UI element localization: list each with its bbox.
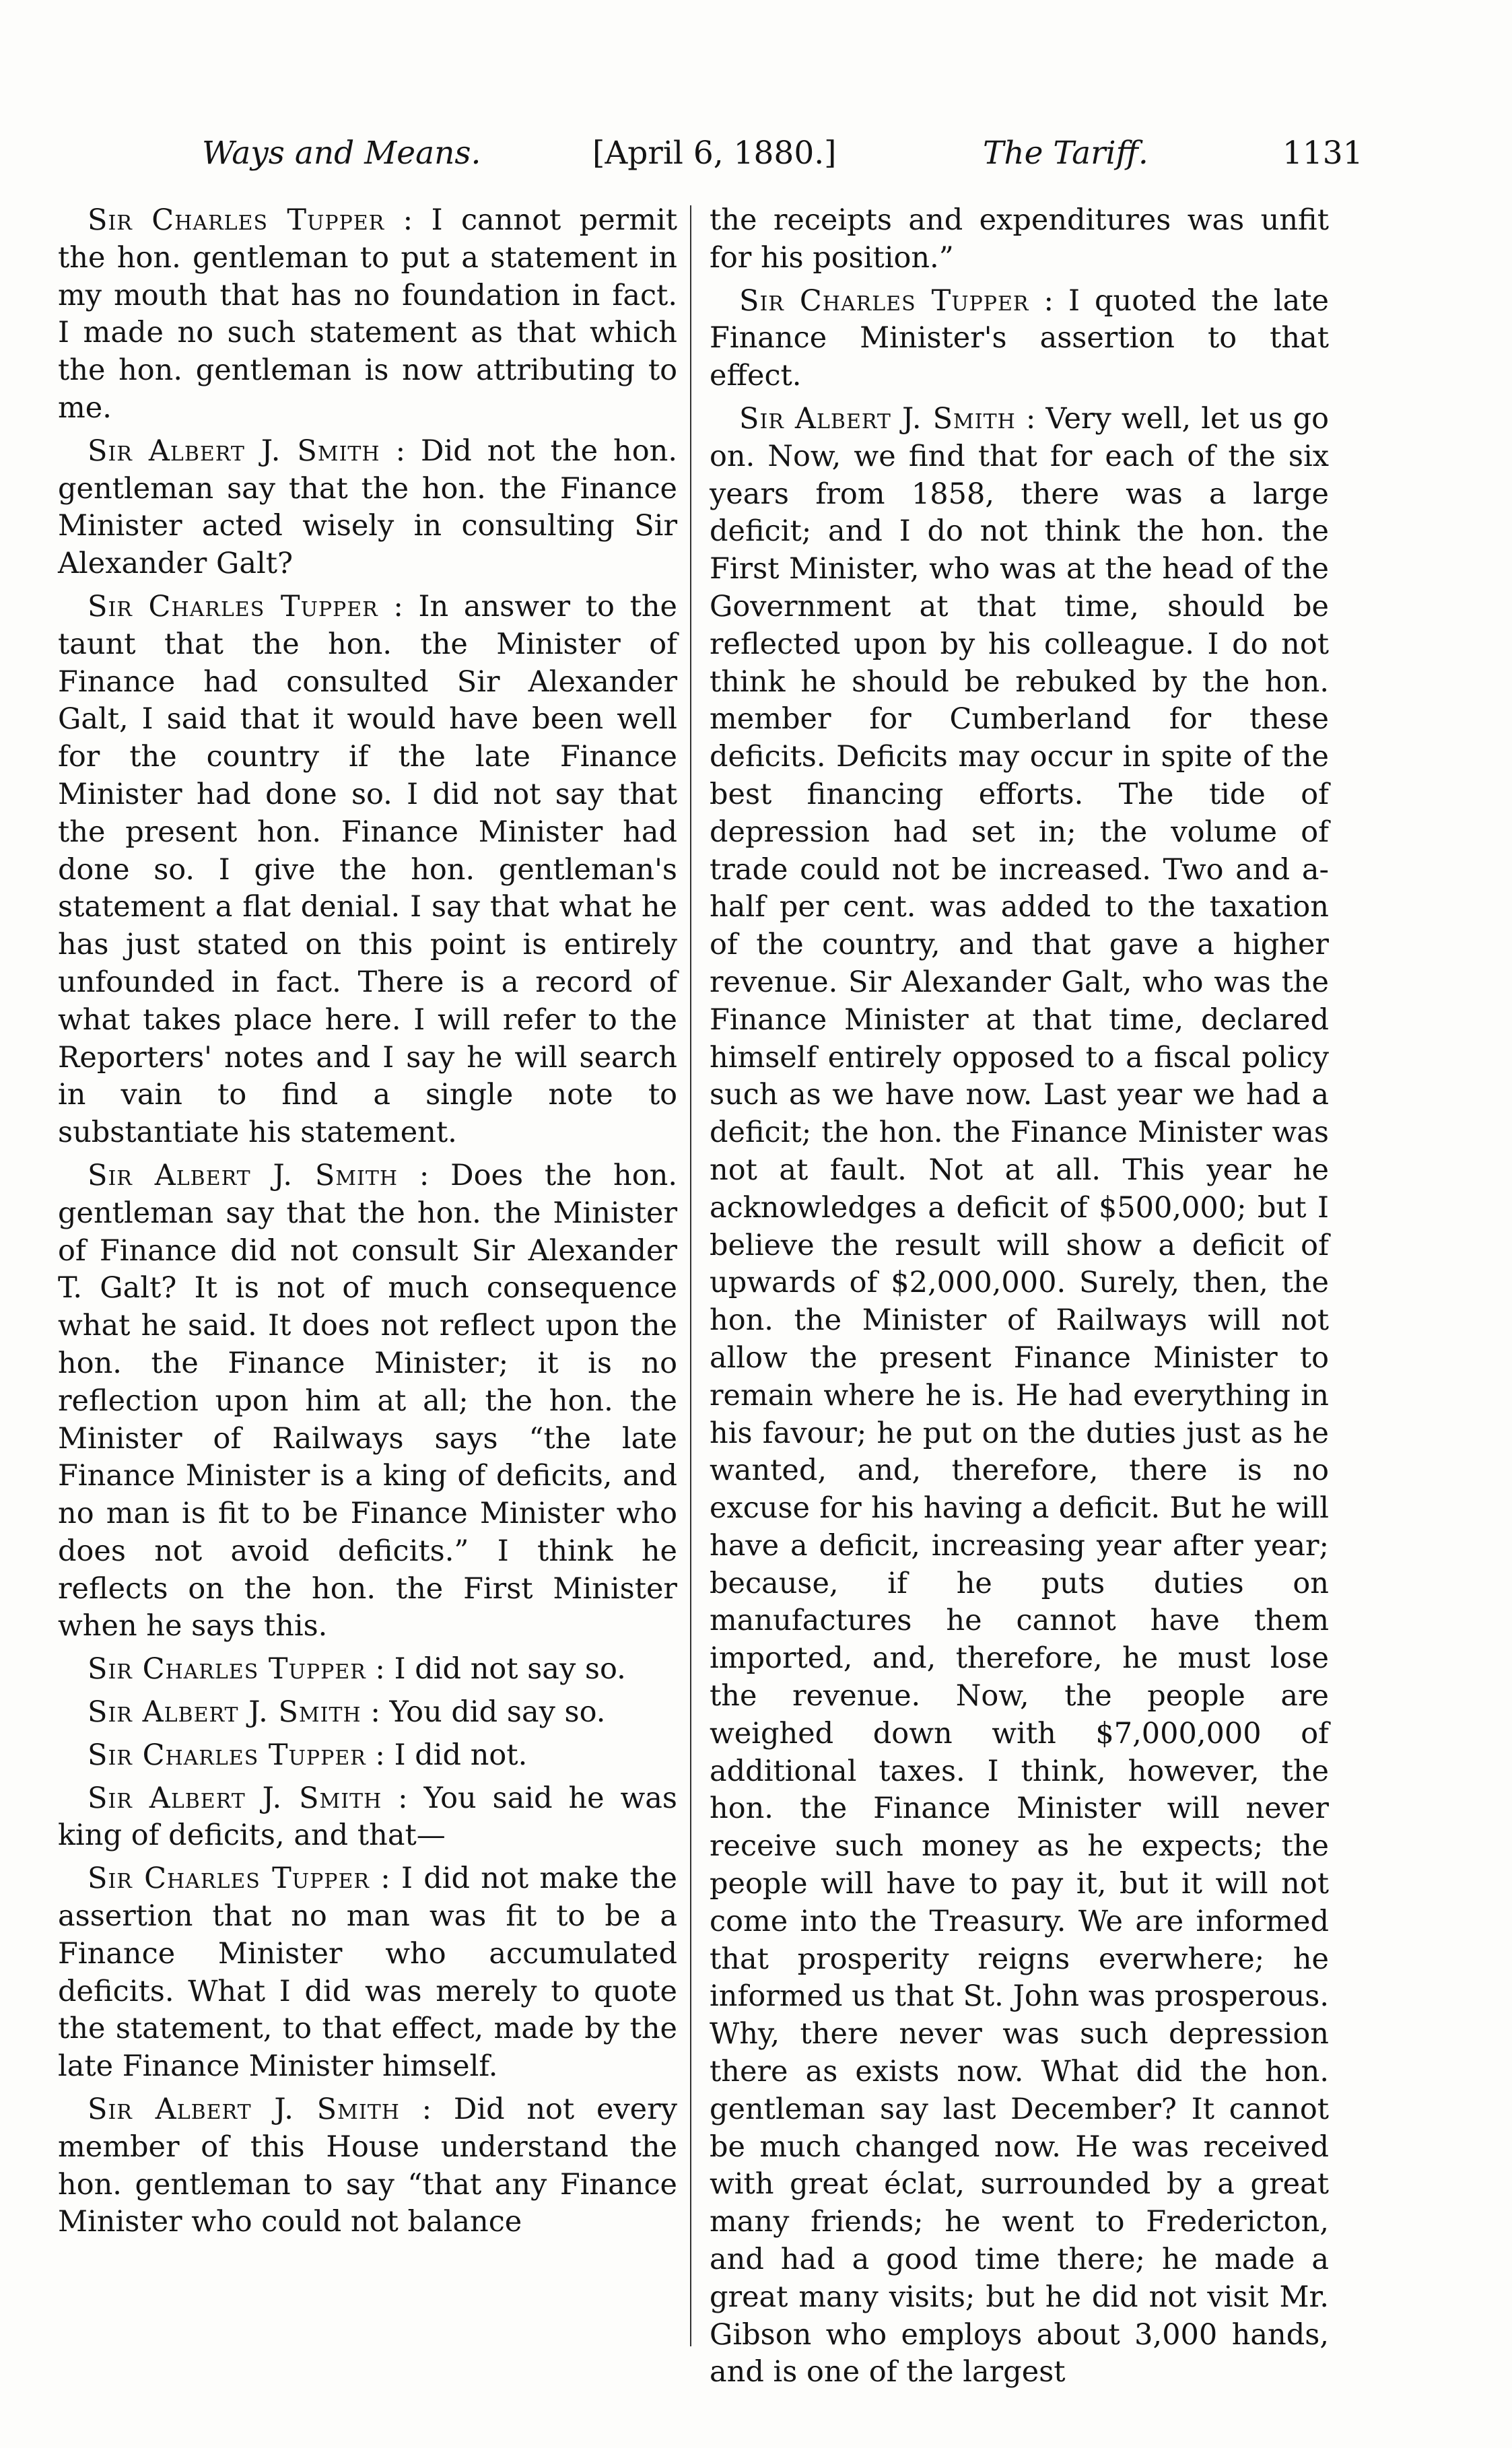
speaker-name: Sir Charles Tupper (88, 1738, 366, 1772)
speech-text: : I did not say so. (375, 1652, 626, 1687)
page-number: 1131 (1282, 135, 1363, 172)
speaker-name: Sir Albert J. Smith (88, 434, 380, 468)
speech-paragraph (58, 1860, 677, 2086)
speaker-name: Sir Albert J. Smith (88, 1695, 362, 1730)
speaker-name: Sir Albert J. Smith (739, 401, 1016, 436)
speech-text: : Did not every member of this House understand the hon. gentleman to say “that any Finance Minister who could not balance (58, 2093, 677, 2239)
speech-text: : I cannot permit the hon. gentleman to put a statement in my mouth that has no foundation in fact. I made no such statement as that which the hon. gentleman is now attributing to me. (58, 203, 678, 425)
speech-paragraph (58, 433, 677, 583)
speech-paragraph (58, 1157, 677, 1645)
speech-paragraph (58, 1651, 677, 1689)
speech-text: : I did not make the assertion that no man was fit to be a Finance Minister who accumulated deficits. What I did was merely to quote the statement, to that effect, made by the late Finance Minister himself. (58, 1862, 677, 2084)
column-divider (690, 205, 691, 2346)
speech-text: : Very well, let us go on. Now, we find that for each of the six years from 1858, there was a large deficit; and I do not think the hon. the First Minister, who was at the head of the Government at that time, should be reflected upon by his colleague. I do not think he should be rebuked by the hon. member for Cumberland for these deficits. Deficits may occur in spite of the best financing efforts. The tide of depression had set in; the volume of trade could not be increased. Two and a-half per cent. was added to the taxation of the country, and that gave a higher revenue. Sir Alexander Galt, who was the Finance Minister at that time, declared himself entirely opposed to a fiscal policy such as we have now. Last year we had a deficit; the hon. the Finance Minister was not at fault. Not at all. This year he acknowledges a deficit of $500,000; but I believe the result will show a deficit of upwards of $2,000,000. Surely, then, the hon. the Minister of Railways will not allow the present Finance Minister to remain where he is. He had everything in his favour; he put on the duties just as he wanted, and, therefore, there is no excuse for his having a deficit. But he will have a deficit, increasing year after year; because, if he puts duties on manufactures he cannot have them imported, and, therefore, he must lose the revenue. Now, the people are weighed down with $7,000,000 of additional taxes. I think, however, the hon. the Finance Minister will never receive such money as he expects; the people will have to pay it, but it will not come into the Treasury. We are informed that prosperity reigns everwhere; he informed us that St. John was prosperous. Why, there never was such depression there as exists now. What did the hon. gentleman say last December? It cannot be much changed now. He was received with great éclat, surrounded by a great many friends; he went to Fredericton, and had a good time there; he made a great many visits; but he did not visit Mr. Gibson who employs about 3,000 hands, and is one of the largest (710, 401, 1329, 2389)
speech-paragraph (710, 202, 1329, 277)
speech-paragraph (58, 1737, 677, 1775)
header-date: [April 6, 1880.] (592, 135, 837, 172)
page-header (0, 135, 1512, 182)
speech-paragraph (710, 283, 1329, 395)
left-column (58, 202, 677, 2241)
speech-text: : You did say so. (370, 1695, 606, 1730)
speech-text: : In answer to the taunt that the hon. the Minister of Finance had consulted Sir Alexander Galt, I said that it would have been well for the country if the late Finance Minister had done so. I did not say that the present hon. Finance Minister had done so. I give the hon. gentleman's statement a flat denial. I say that what he has just stated on this point is entirely unfounded in fact. There is a record of what takes place here. I will refer to the Reporters' notes and I say he will search in vain to find a single note to substantiate his statement. (58, 589, 678, 1150)
speaker-name: Sir Albert J. Smith (88, 2093, 400, 2127)
speech-paragraph (58, 202, 677, 428)
speaker-name: Sir Charles Tupper (88, 203, 385, 237)
speaker-name: Sir Charles Tupper (88, 589, 378, 623)
speech-paragraph (710, 401, 1329, 2391)
right-column (710, 202, 1329, 2391)
speaker-name: Sir Charles Tupper (88, 1652, 366, 1687)
header-section-title: Ways and Means. (202, 135, 481, 172)
speech-text: : Does the hon. gentleman say that the hon. the Minister of Finance did not consult Sir Alexander T. Galt? It is not of much consequence what he said. It does not reflect upon the hon. the Finance Minister; it is no reflection upon him at all; the hon. the Minister of Railways says “the late Finance Minister is a king of deficits, and no man is fit to be Finance Minister who does not avoid deficits.” I think he reflects on the hon. the First Minister when he says this. (58, 1158, 677, 1643)
speech-text: : Did not the hon. gentleman say that the hon. the Finance Minister acted wisely in consulting Sir Alexander Galt? (58, 434, 677, 581)
speech-paragraph (58, 1694, 677, 1732)
speech-text: : I did not. (375, 1738, 528, 1772)
speaker-name: Sir Albert J. Smith (88, 1158, 399, 1192)
speech-paragraph (58, 2091, 677, 2241)
speech-paragraph (58, 1780, 677, 1856)
speaker-name: Sir Charles Tupper (739, 283, 1029, 318)
speech-text: : You said he was king of deficits, and that— (58, 1781, 677, 1853)
speech-paragraph (58, 588, 677, 1152)
speaker-name: Sir Charles Tupper (88, 1862, 370, 1896)
speech-text: the receipts and expenditures was unfit for his position.” (710, 203, 1329, 275)
header-topic: The Tariff. (983, 135, 1148, 172)
speech-text: : I quoted the late Finance Minister's assertion to that effect. (710, 283, 1329, 393)
speaker-name: Sir Albert J. Smith (88, 1781, 382, 1815)
